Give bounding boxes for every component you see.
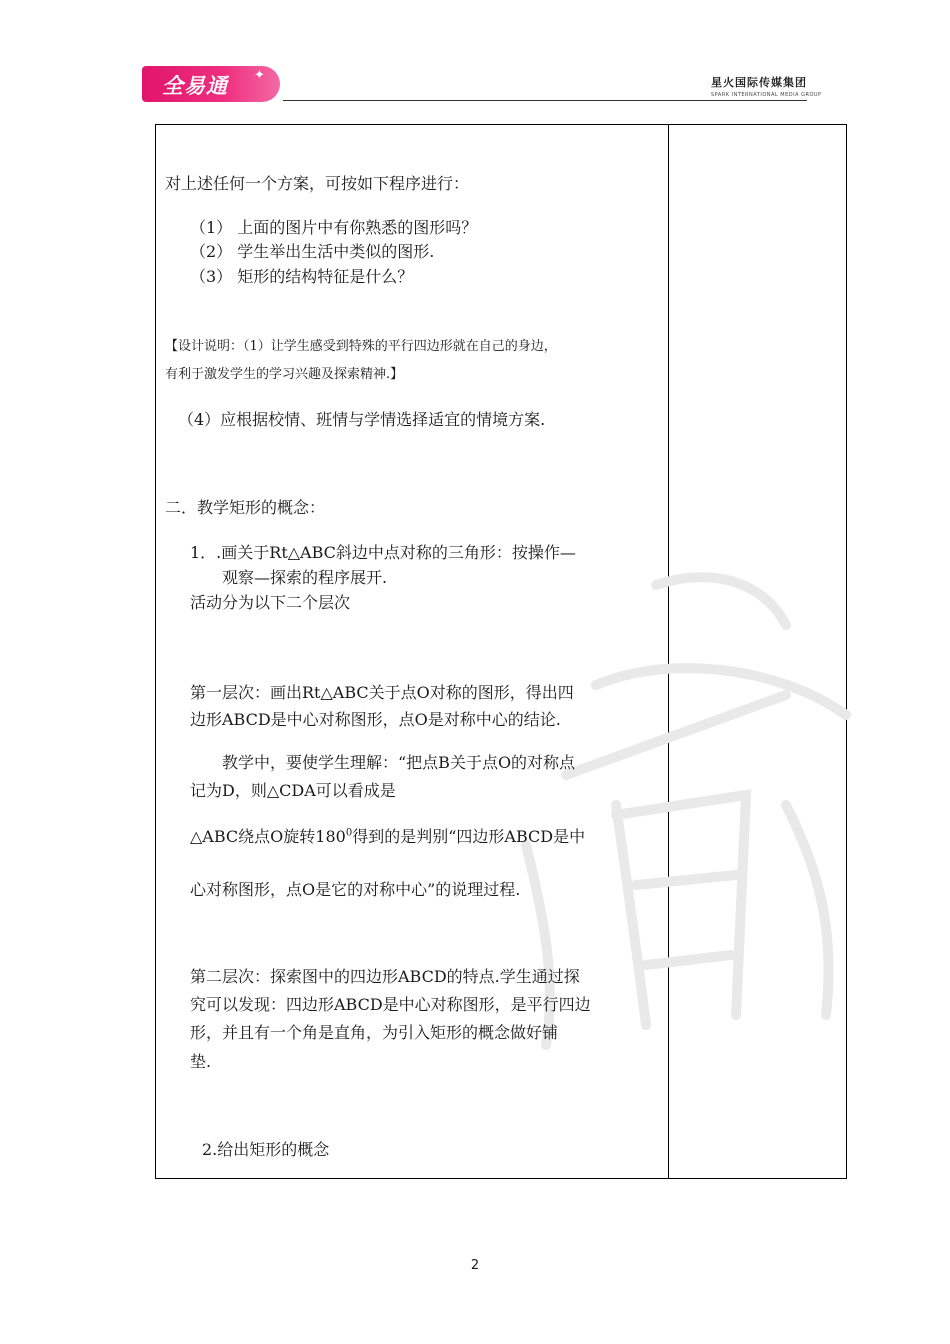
rotation-text-cont: 得到的是判别“四边形ABCD是中 <box>352 827 586 846</box>
design-note-line: 【设计说明：（1）让学生感受到特殊的平行四边形就在自己的身边， <box>165 339 557 354</box>
column-divider <box>668 125 669 1178</box>
step-item: （4）应根据校情、班情与学情选择适宜的情境方案. <box>178 410 546 429</box>
paragraph <box>190 825 585 849</box>
header-rule <box>283 100 807 101</box>
paragraph: 第二层次：探索图中的四边形ABCD的特点.学生通过探 <box>190 967 580 986</box>
paragraph: 究可以发现：四边形ABCD是中心对称图形，是平行四边 <box>190 995 591 1014</box>
list-item-continuation: 观察—探索的程序展开. <box>222 568 388 587</box>
intro-text: 对上述任何一个方案，可按如下程序进行： <box>165 174 470 193</box>
design-note-line: 有利于激发学生的学习兴趣及探索精神.】 <box>165 367 404 382</box>
paragraph: 形，并且有一个角是直角，为引入矩形的概念做好铺 <box>190 1023 559 1042</box>
step-item: （3） 矩形的结构特征是什么？ <box>190 267 414 286</box>
degree-superscript: 0 <box>345 827 353 839</box>
sparkle-icon: ✦ <box>254 68 265 83</box>
publisher-name-cn: 星火国际传媒集团 <box>711 76 807 89</box>
list-item: 2.给出矩形的概念 <box>202 1140 330 1159</box>
paragraph: 第一层次：画出Rt△ABC关于点O对称的图形，得出四 <box>190 683 574 702</box>
step-item: （2） 学生举出生活中类似的图形. <box>190 242 435 261</box>
list-item: 1．.画关于Rt△ABC斜边中点对称的三角形：按操作— <box>190 543 576 562</box>
publisher-brand <box>711 74 822 98</box>
paragraph: 心对称图形，点O是它的对称中心”的说理过程. <box>190 880 521 899</box>
paragraph: 教学中，要使学生理解：“把点B关于点O的对称点 <box>222 753 576 772</box>
logo-text: 全易通 <box>162 74 228 98</box>
section-heading: 二．教学矩形的概念： <box>165 498 326 517</box>
page-number: 2 <box>470 1258 480 1273</box>
paragraph: 垫. <box>190 1052 212 1071</box>
paragraph: 活动分为以下二个层次 <box>190 593 351 612</box>
brand-logo <box>142 66 280 102</box>
paragraph: 边形ABCD是中心对称图形，点O是对称中心的结论. <box>190 710 561 729</box>
publisher-name-en: SPARK INTERNATIONAL MEDIA GROUP <box>711 92 822 98</box>
rotation-text: △ABC绕点O旋转180 <box>190 827 346 846</box>
lesson-table <box>155 124 847 1179</box>
paragraph: 记为D，则△CDA可以看成是 <box>190 781 396 800</box>
step-item: （1） 上面的图片中有你熟悉的图形吗？ <box>190 218 478 237</box>
